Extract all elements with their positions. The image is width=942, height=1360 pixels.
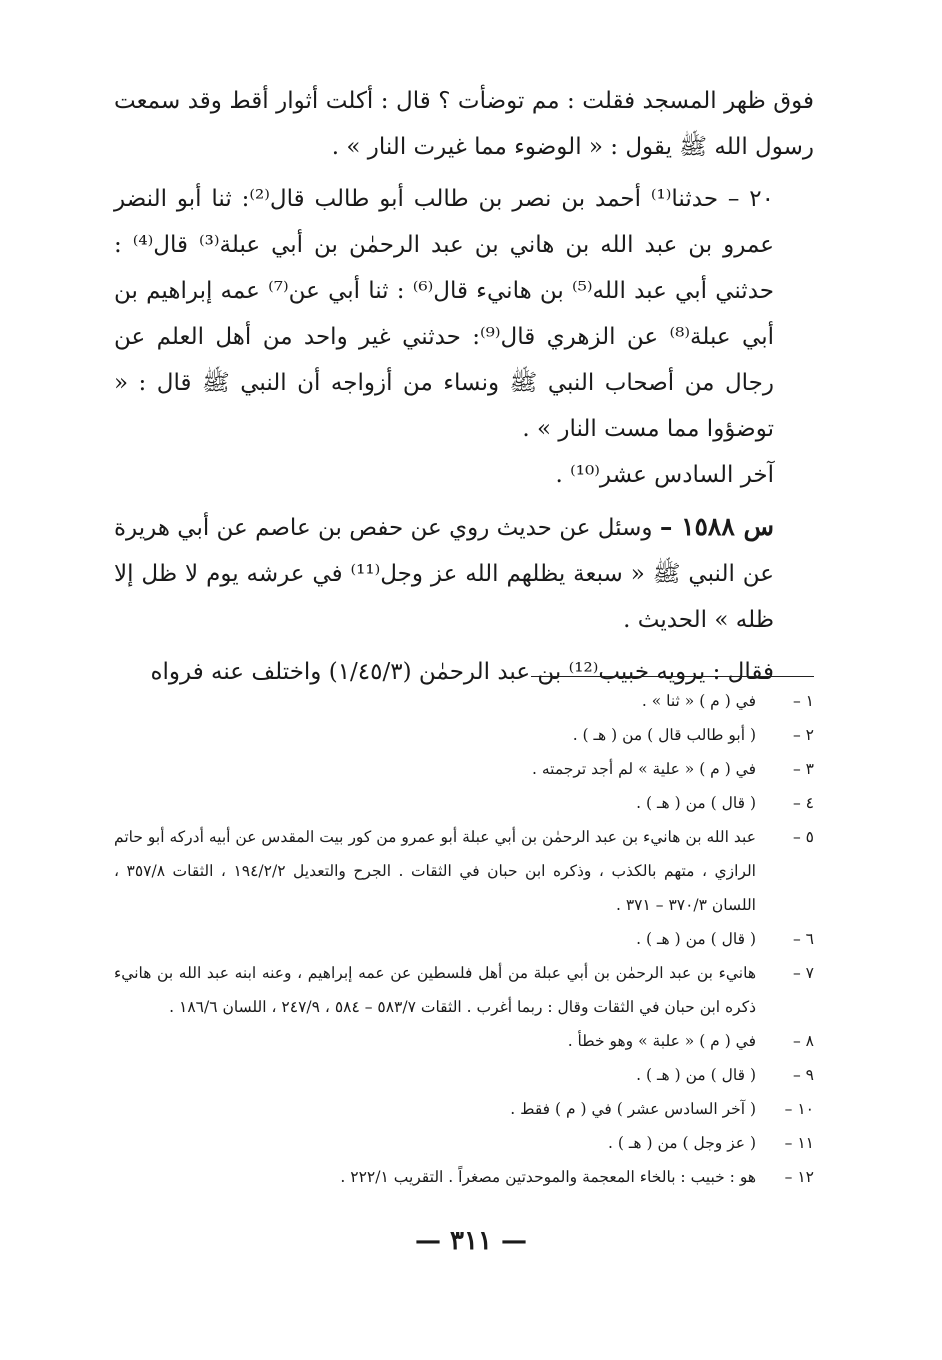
question-text: وسئل عن حديث روي عن حفص بن عاصم عن أبي هريرة عن النبي ﷺ « سبعة يظلهم الله عز وجل⁽¹¹⁾ في عرشه يوم لا ظل إلا ظله » الحديث .	[114, 515, 774, 633]
footnote-text: عبد الله بن هانيء بن عبد الرحمٰن بن أبي عبلة أبو عمرو من كور بيت المقدس عن أبيه أدركه أبو حاتم الرازي ، متهم بالكذب ، وذكره ابن حبان في الثقات . الجرح والتعديل ١٩٤/٢/٢ ، الثقات ٣٥٧/٨ ، اللسان ٣٧٠/٣ – ٣٧١ .	[114, 828, 756, 914]
footnote-text: في ( م ) « علبة » وهو خطأ .	[567, 1032, 756, 1050]
footnote-text: في ( م ) « ثنا » .	[641, 692, 756, 710]
footnote	[114, 1024, 814, 1058]
footnote	[114, 1126, 814, 1160]
footnote-text: ( قال ) من ( هـ ) .	[636, 1066, 756, 1084]
paragraph-question	[114, 504, 814, 643]
footnote-number: ١١ –	[784, 1134, 814, 1152]
footnote-number: ٤ –	[792, 794, 814, 812]
footnotes	[114, 684, 814, 1194]
footnote-number: ٨ –	[792, 1032, 814, 1050]
footnote	[114, 1058, 814, 1092]
footnote	[114, 718, 814, 752]
page-number: — ٣١١ —	[414, 1226, 528, 1256]
footnote-divider	[531, 676, 814, 677]
footnote-text: هو : خبيب : بالخاء المعجمة والموحدتين مصغراً . التقريب ٢٢٢/١ .	[340, 1168, 756, 1186]
paragraph-end-of-section: آخر السادس عشر⁽¹⁰⁾ .	[555, 462, 774, 488]
footnote-number: ٣ –	[792, 760, 814, 778]
footnote	[114, 752, 814, 786]
main-text	[114, 78, 814, 695]
paragraph-hadith-20: ٢٠ – حدثنا⁽¹⁾ أحمد بن نصر بن طالب أبو طالب قال⁽²⁾: ثنا أبو النضر عمرو بن عبد الله بن هاني بن عبد الرحمٰن بن أبي عبلة⁽³⁾ قال⁽⁴⁾ : حدثني أبي عبد الله⁽⁵⁾ بن هانيء قال⁽⁶⁾ : ثنا أبي عن⁽⁷⁾ عمه إبراهيم بن أبي عبلة⁽⁸⁾ عن الزهري قال⁽⁹⁾: حدثني غير واحد من أهل العلم عن رجال من أصحاب النبي ﷺ ونساء من أزواجه أن النبي ﷺ قال : « توضؤوا مما مست النار » .	[114, 186, 774, 442]
footnote-number: ٢ –	[792, 726, 814, 744]
footnote	[114, 1160, 814, 1194]
footnote-number: ٥ –	[792, 828, 814, 846]
footnote-text: ( قال ) من ( هـ ) .	[636, 930, 756, 948]
footnote-number: ١ –	[792, 692, 814, 710]
footnote-text: ( عز وجل ) من ( هـ ) .	[608, 1134, 756, 1152]
footnote-text: في ( م ) « علية » لم أجد ترجمته .	[531, 760, 756, 778]
paragraph-1: فوق ظهر المسجد فقلت : مم توضأت ؟ قال : أكلت أثوار أقط وقد سمعت رسول الله ﷺ يقول : « الوضوء مما غيرت النار » .	[114, 88, 814, 160]
footnote	[114, 922, 814, 956]
footnote-number: ٩ –	[792, 1066, 814, 1084]
paragraph-answer: فقال : يرويه خبيب⁽¹²⁾ بن عبد الرحمٰن (١/٤٥/٣) واختلف عنه فرواه	[150, 659, 774, 685]
footnote-text: ( آخر السادس عشر ) في ( م ) فقط .	[510, 1100, 756, 1118]
footnote	[114, 820, 814, 922]
footnote-number: ٧ –	[792, 964, 814, 982]
question-number: س ١٥٨٨ –	[659, 512, 775, 541]
footnote-number: ٦ –	[792, 930, 814, 948]
footnote-text: ( أبو طالب قال ) من ( هـ ) .	[572, 726, 756, 744]
footnote-number: ١٠ –	[784, 1100, 814, 1118]
footnote-number: ١٢ –	[784, 1168, 814, 1186]
footnote	[114, 786, 814, 820]
footnote	[114, 956, 814, 1024]
footnote-text: ( قال ) من ( هـ ) .	[636, 794, 756, 812]
footnote-text: هانيء بن عبد الرحمٰن بن أبي عبلة من أهل فلسطين عن عمه إبراهيم ، وعنه ابنه عبد الله بن هانيء ذكره ابن حبان في الثقات وقال : ربما أغرب . الثقات ٥٨٣/٧ – ٥٨٤ ، ٢٤٧/٩ ، اللسان ١٨٦/٦ .	[114, 964, 756, 1016]
footnote	[114, 684, 814, 718]
footnote	[114, 1092, 814, 1126]
